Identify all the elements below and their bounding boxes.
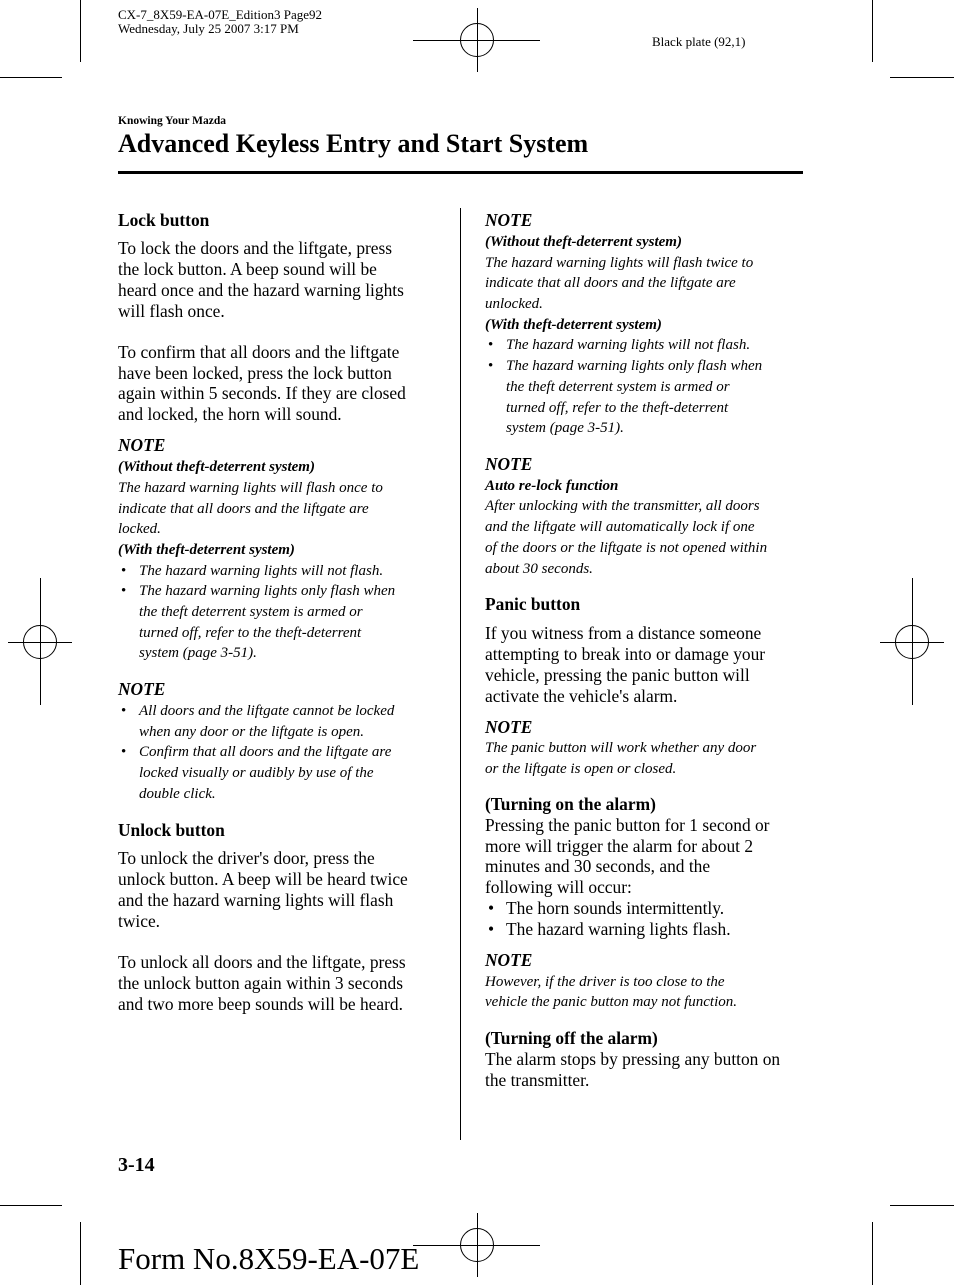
list-item: • The hazard warning lights only flash when: [506, 356, 762, 377]
print-header-plate: Black plate (92,1): [652, 34, 746, 49]
print-header-file: CX-7_8X59-EA-07E_Edition3 Page92: [118, 7, 323, 22]
column-divider: [460, 208, 461, 1140]
note-label: NOTE: [485, 717, 533, 737]
note-label: NOTE: [118, 435, 166, 455]
list-item: • The hazard warning lights flash.: [506, 919, 731, 940]
note-label: NOTE: [118, 679, 166, 699]
note-subheading: (With theft-deterrent system): [485, 317, 662, 333]
form-number: Form No.8X59-EA-07E: [118, 1241, 420, 1276]
list-item: • The horn sounds intermittently.: [506, 898, 724, 919]
panic-button-heading: Panic button: [485, 594, 581, 614]
turning-off-alarm-heading: (Turning off the alarm): [485, 1028, 658, 1048]
note-subheading: Auto re-lock function: [485, 478, 619, 494]
note-label: NOTE: [485, 210, 533, 230]
list-item: • The hazard warning lights will not flash.: [139, 561, 383, 582]
page-number: 3-14: [118, 1154, 155, 1176]
list-item: • Confirm that all doors and the liftgate are: [139, 742, 391, 763]
note-label: NOTE: [485, 950, 533, 970]
note-label: NOTE: [485, 454, 533, 474]
turning-on-alarm-heading: (Turning on the alarm): [485, 794, 656, 814]
print-header-date: Wednesday, July 25 2007 3:17 PM: [118, 21, 299, 36]
lock-button-heading: Lock button: [118, 210, 210, 230]
section-label: Knowing Your Mazda: [118, 115, 226, 127]
list-item: • All doors and the liftgate cannot be locked: [139, 701, 394, 722]
unlock-button-heading: Unlock button: [118, 820, 225, 840]
note-subheading: (Without theft-deterrent system): [118, 459, 315, 475]
title-rule: [118, 171, 803, 174]
note-subheading: (With theft-deterrent system): [118, 542, 295, 558]
page-title: Advanced Keyless Entry and Start System: [118, 129, 589, 158]
note-subheading: (Without theft-deterrent system): [485, 234, 682, 250]
list-item: • The hazard warning lights will not flash.: [506, 335, 750, 356]
list-item: • The hazard warning lights only flash when: [139, 581, 395, 602]
